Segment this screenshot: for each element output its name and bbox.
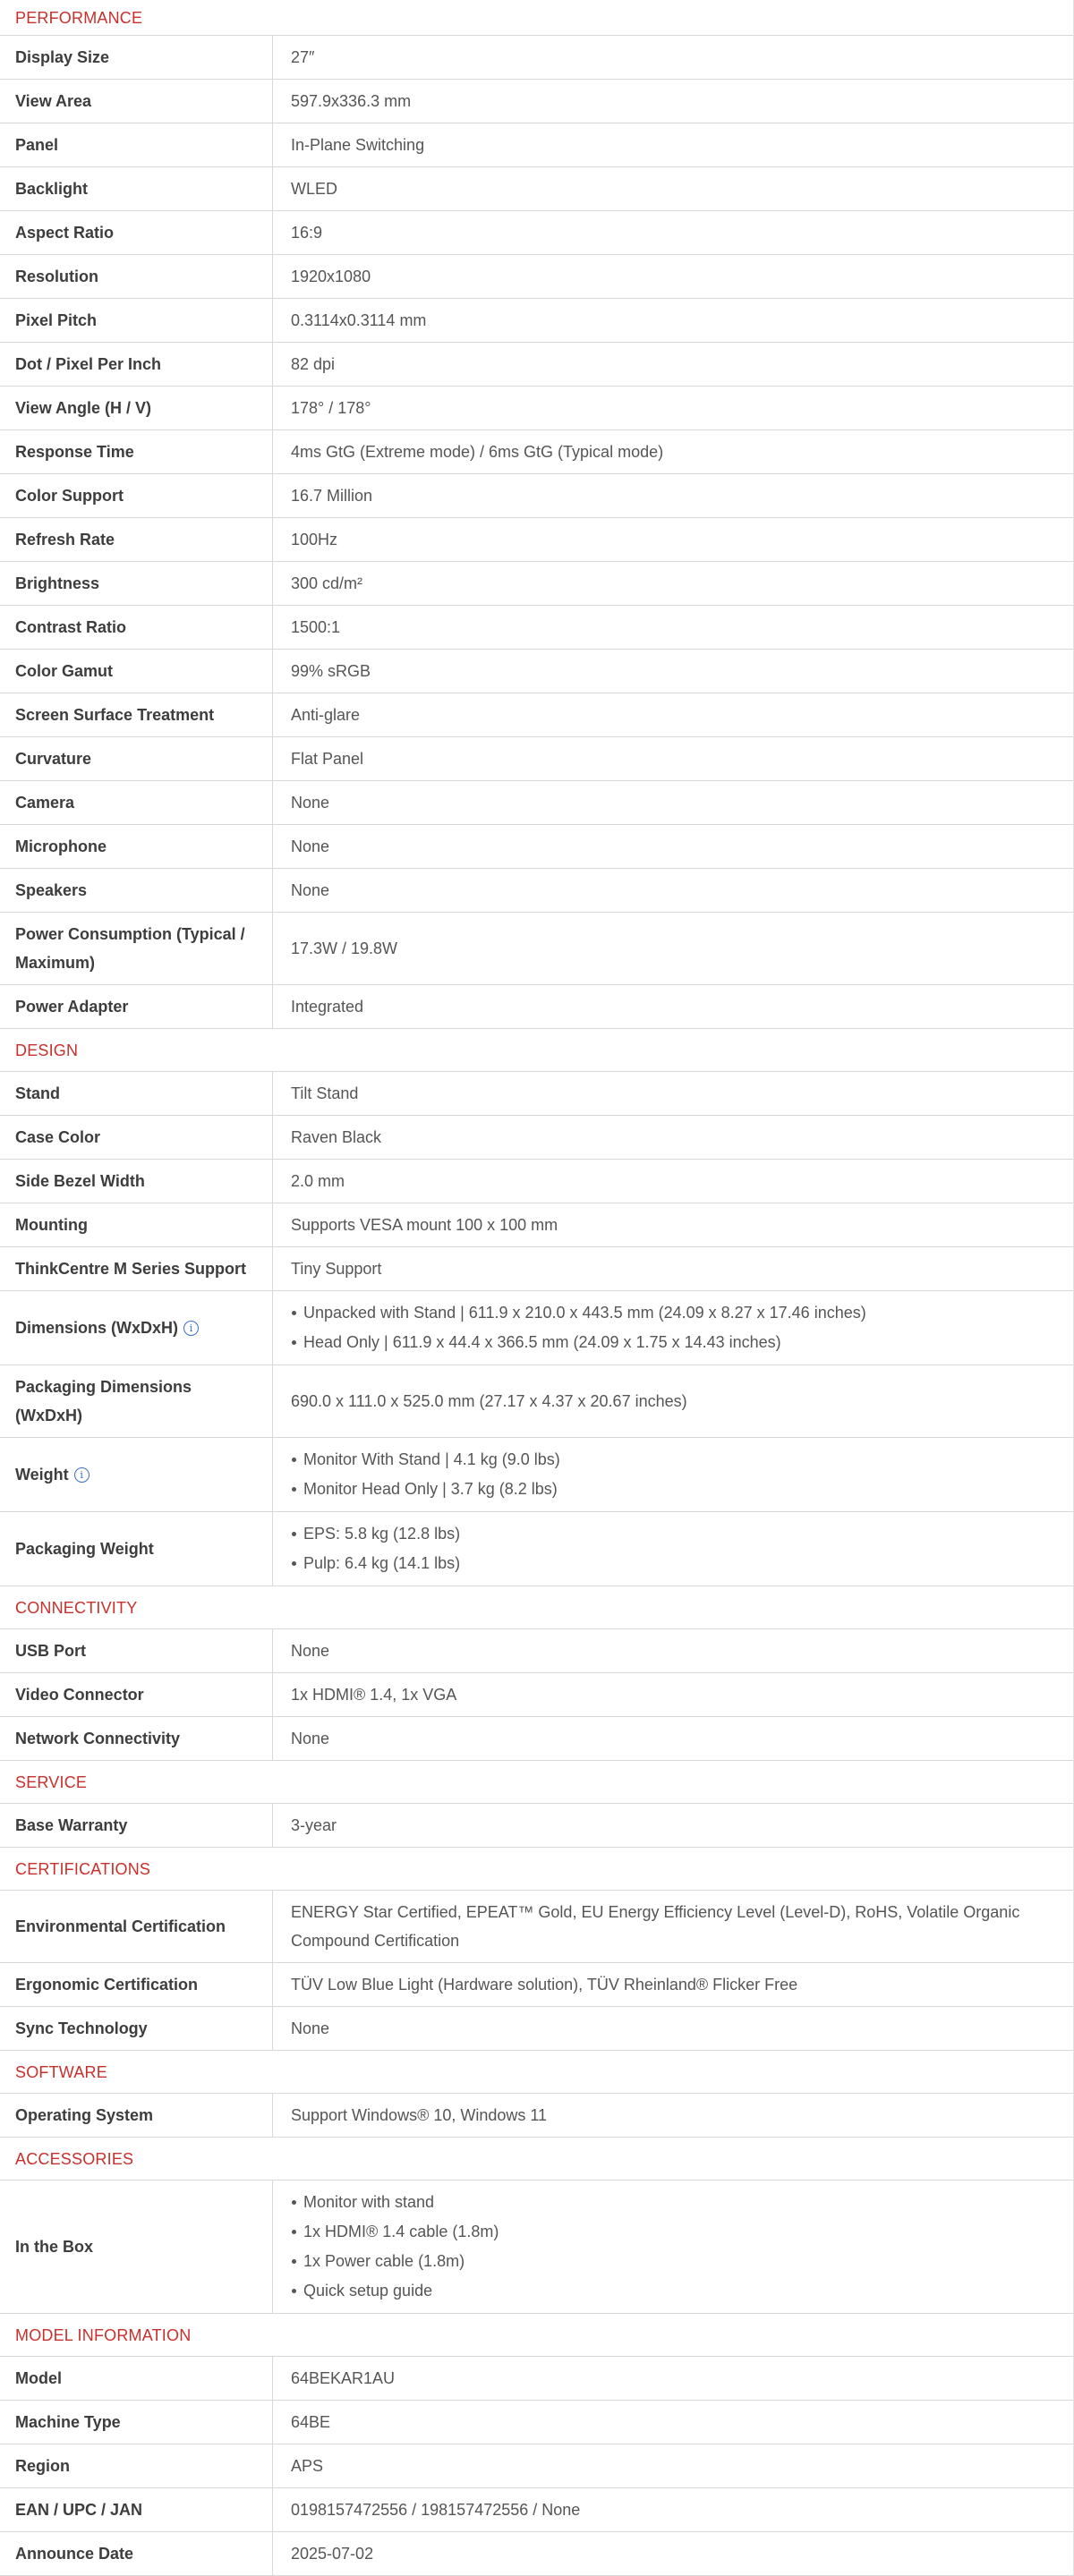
spec-value-text: 2.0 mm (291, 1172, 345, 1190)
spec-value (273, 518, 1073, 561)
spec-label (0, 299, 273, 342)
spec-label (0, 1072, 273, 1115)
section-header-certifications: CERTIFICATIONS (0, 1848, 1073, 1891)
spec-value-text: 3-year (291, 1816, 337, 1834)
spec-label-text: Refresh Rate (15, 531, 115, 548)
spec-value (273, 2094, 1073, 2137)
spec-label-text: Base Warranty (15, 1816, 128, 1834)
spec-value-list-item: 1x HDMI® 1.4 cable (1.8m) (303, 2217, 499, 2247)
spec-value (273, 2532, 1073, 2575)
spec-value-text: Supports VESA mount 100 x 100 mm (291, 1216, 558, 1234)
spec-row (0, 825, 1073, 869)
spec-row (0, 211, 1073, 255)
spec-label-text: Screen Surface Treatment (15, 706, 215, 724)
spec-value-text: Tiny Support (291, 1260, 382, 1278)
spec-label (0, 2488, 273, 2531)
spec-label-text: Color Support (15, 487, 124, 505)
spec-value-text: None (291, 1730, 330, 1747)
spec-label-text: In the Box (15, 2238, 94, 2256)
spec-label-text: Brightness (15, 574, 100, 592)
spec-value-list-item: Unpacked with Stand | 611.9 x 210.0 x 443.5 mm (24.09 x 8.27 x 17.46 inches) (303, 1298, 866, 1328)
section-header-design: DESIGN (0, 1029, 1073, 1072)
spec-row (0, 1512, 1073, 1586)
spec-value-text: 2025-07-02 (291, 2545, 374, 2563)
spec-row (0, 2181, 1073, 2314)
spec-value (273, 1804, 1073, 1847)
spec-label (0, 123, 273, 166)
spec-value-list (291, 2188, 499, 2306)
spec-value (273, 123, 1073, 166)
spec-label (0, 343, 273, 386)
section-header-model-information: MODEL INFORMATION (0, 2314, 1073, 2357)
spec-value-text: None (291, 881, 330, 899)
spec-label (0, 737, 273, 780)
spec-label-text: Dimensions (WxDxH) (15, 1319, 179, 1337)
spec-label (0, 913, 273, 984)
spec-value (273, 1717, 1073, 1760)
spec-label-text: Resolution (15, 268, 98, 285)
spec-value (273, 781, 1073, 824)
spec-value-text: Anti-glare (291, 706, 361, 724)
spec-label (0, 825, 273, 868)
spec-label (0, 650, 273, 693)
spec-value-text: 690.0 x 111.0 x 525.0 mm (27.17 x 4.37 x 20.67 inches) (291, 1392, 687, 1410)
spec-label (0, 387, 273, 429)
spec-row (0, 606, 1073, 650)
spec-row (0, 1804, 1073, 1848)
spec-label (0, 2357, 273, 2400)
spec-value-text: Raven Black (291, 1128, 382, 1146)
spec-value-text: None (291, 837, 330, 855)
spec-value-text: 4ms GtG (Extreme mode) / 6ms GtG (Typical mode) (291, 443, 664, 461)
spec-value (273, 2181, 1073, 2313)
spec-row (0, 1438, 1073, 1512)
spec-value-text: APS (291, 2457, 324, 2475)
spec-label (0, 518, 273, 561)
spec-row (0, 869, 1073, 913)
spec-value (273, 737, 1073, 780)
spec-value-text: Flat Panel (291, 750, 364, 768)
spec-value-text: Support Windows® 10, Windows 11 (291, 2106, 548, 2124)
spec-label-text: Case Color (15, 1128, 101, 1146)
spec-value (273, 1365, 1073, 1437)
spec-label (0, 167, 273, 210)
spec-value-text: 0.3114x0.3114 mm (291, 311, 427, 329)
spec-label (0, 1438, 273, 1511)
spec-value-text: 16.7 Million (291, 487, 373, 505)
spec-value-text: 64BE (291, 2413, 331, 2431)
spec-label (0, 1247, 273, 1290)
spec-label (0, 985, 273, 1028)
spec-label (0, 2532, 273, 2575)
spec-row (0, 80, 1073, 123)
spec-label (0, 1512, 273, 1586)
spec-label-text: EAN / UPC / JAN (15, 2501, 143, 2519)
spec-label-text: Backlight (15, 180, 89, 198)
spec-value-list (291, 1519, 460, 1578)
spec-row (0, 1160, 1073, 1203)
spec-value (273, 650, 1073, 693)
spec-label-text: Sync Technology (15, 2019, 148, 2037)
spec-value-text: Integrated (291, 998, 364, 1016)
info-icon[interactable]: i (183, 1321, 199, 1336)
spec-value (273, 1247, 1073, 1290)
spec-row (0, 343, 1073, 387)
spec-label (0, 562, 273, 605)
spec-label-text: Speakers (15, 881, 88, 899)
spec-row (0, 913, 1073, 985)
spec-value-list-item: Quick setup guide (303, 2276, 499, 2306)
spec-label-text: Camera (15, 794, 75, 812)
spec-value-list-item: Monitor Head Only | 3.7 kg (8.2 lbs) (303, 1475, 560, 1504)
spec-row (0, 650, 1073, 693)
spec-value-text: 64BEKAR1AU (291, 2369, 396, 2387)
spec-row (0, 562, 1073, 606)
spec-label-text: Weight (15, 1466, 69, 1484)
spec-row (0, 2094, 1073, 2138)
spec-value (273, 1291, 1073, 1365)
spec-label-text: Model (15, 2369, 62, 2387)
spec-row (0, 1072, 1073, 1116)
spec-row (0, 1673, 1073, 1717)
spec-label-text: Aspect Ratio (15, 224, 115, 242)
spec-row (0, 1203, 1073, 1247)
spec-label (0, 80, 273, 123)
spec-value (273, 606, 1073, 649)
spec-label-text: Contrast Ratio (15, 618, 127, 636)
spec-row (0, 2357, 1073, 2401)
spec-label (0, 2181, 273, 2313)
spec-row (0, 737, 1073, 781)
spec-label-text: Panel (15, 136, 59, 154)
spec-row (0, 2444, 1073, 2488)
spec-value-list-item: Monitor with stand (303, 2188, 499, 2217)
spec-value (273, 1629, 1073, 1672)
spec-row (0, 2007, 1073, 2051)
spec-row (0, 1717, 1073, 1761)
spec-value (273, 2488, 1073, 2531)
spec-label-text: View Angle (H / V) (15, 399, 152, 417)
spec-row (0, 1365, 1073, 1438)
spec-row (0, 1963, 1073, 2007)
spec-value-text: None (291, 2019, 330, 2037)
spec-row (0, 1247, 1073, 1291)
spec-label-text: Packaging Weight (15, 1540, 154, 1558)
spec-value (273, 387, 1073, 429)
spec-label-text: Announce Date (15, 2545, 134, 2563)
spec-value-text: 0198157472556 / 198157472556 / None (291, 2501, 581, 2519)
spec-value-list-item: Head Only | 611.9 x 44.4 x 366.5 mm (24.09 x 1.75 x 14.43 inches) (303, 1328, 866, 1357)
spec-label-text: Dot / Pixel Per Inch (15, 355, 162, 373)
spec-value (273, 474, 1073, 517)
spec-value-list (291, 1298, 866, 1357)
spec-label-text: Side Bezel Width (15, 1172, 145, 1190)
spec-row (0, 1291, 1073, 1365)
spec-value (273, 36, 1073, 79)
spec-value-text: 1x HDMI® 1.4, 1x VGA (291, 1686, 457, 1704)
spec-row (0, 474, 1073, 518)
spec-label-text: Display Size (15, 48, 110, 66)
spec-row (0, 518, 1073, 562)
spec-value (273, 2357, 1073, 2400)
spec-label-text: View Area (15, 92, 92, 110)
spec-label-text: Operating System (15, 2106, 154, 2124)
spec-label-text: Curvature (15, 750, 92, 768)
spec-row (0, 693, 1073, 737)
spec-value (273, 1891, 1073, 1962)
spec-label-text: Region (15, 2457, 70, 2475)
spec-value-list-item: EPS: 5.8 kg (12.8 lbs) (303, 1519, 460, 1549)
spec-value-text: 99% sRGB (291, 662, 371, 680)
spec-label (0, 693, 273, 736)
spec-row (0, 781, 1073, 825)
section-header-software: SOFTWARE (0, 2051, 1073, 2094)
spec-value-text: 100Hz (291, 531, 338, 548)
spec-label-text: Stand (15, 1084, 61, 1102)
spec-label (0, 1203, 273, 1246)
spec-label (0, 1629, 273, 1672)
spec-value (273, 80, 1073, 123)
spec-label-text: Color Gamut (15, 662, 114, 680)
spec-row (0, 2401, 1073, 2444)
spec-label (0, 36, 273, 79)
spec-value-text: 178° / 178° (291, 399, 371, 417)
spec-value-list (291, 1445, 560, 1504)
spec-value (273, 1512, 1073, 1586)
spec-label-text: Response Time (15, 443, 134, 461)
spec-value-text: TÜV Low Blue Light (Hardware solution), TÜV Rheinland® Flicker Free (291, 1976, 798, 1994)
spec-value-text: 1500:1 (291, 618, 341, 636)
spec-label-text: Power Consumption (Typical / Maximum) (15, 925, 245, 972)
spec-label (0, 1717, 273, 1760)
spec-value-text: None (291, 794, 330, 812)
spec-label (0, 1116, 273, 1159)
spec-label-text: Microphone (15, 837, 107, 855)
spec-row (0, 430, 1073, 474)
spec-value (273, 1116, 1073, 1159)
spec-value (273, 299, 1073, 342)
spec-value-text: 82 dpi (291, 355, 336, 373)
section-header-performance: PERFORMANCE (0, 0, 1073, 36)
spec-value (273, 343, 1073, 386)
spec-value-list-item: Monitor With Stand | 4.1 kg (9.0 lbs) (303, 1445, 560, 1475)
spec-label-text: Pixel Pitch (15, 311, 98, 329)
spec-value-text: 1920x1080 (291, 268, 371, 285)
spec-value-text: ENERGY Star Certified, EPEAT™ Gold, EU Energy Efficiency Level (Level-D), RoHS, Volatile Organic Compound Certification (291, 1903, 1020, 1950)
spec-value (273, 562, 1073, 605)
spec-value-text: 27″ (291, 48, 315, 66)
spec-label-text: USB Port (15, 1642, 87, 1660)
spec-value-text: WLED (291, 180, 338, 198)
spec-label (0, 255, 273, 298)
spec-value-text: None (291, 1642, 330, 1660)
spec-label (0, 1160, 273, 1203)
spec-label (0, 1291, 273, 1365)
info-icon[interactable]: i (74, 1467, 90, 1483)
spec-value (273, 1072, 1073, 1115)
spec-row (0, 1629, 1073, 1673)
spec-label (0, 2401, 273, 2444)
spec-value (273, 1963, 1073, 2006)
spec-value (273, 211, 1073, 254)
spec-value (273, 255, 1073, 298)
spec-value (273, 869, 1073, 912)
spec-label (0, 869, 273, 912)
spec-value-text: 597.9x336.3 mm (291, 92, 412, 110)
spec-value (273, 825, 1073, 868)
spec-value-text: Tilt Stand (291, 1084, 359, 1102)
spec-value (273, 2401, 1073, 2444)
spec-value-list-item: 1x Power cable (1.8m) (303, 2247, 499, 2276)
spec-row (0, 1116, 1073, 1160)
spec-value-text: 300 cd/m² (291, 574, 363, 592)
spec-value (273, 167, 1073, 210)
spec-value (273, 2007, 1073, 2050)
spec-label-text: Mounting (15, 1216, 88, 1234)
spec-label (0, 430, 273, 473)
spec-value-text: 17.3W / 19.8W (291, 939, 398, 957)
spec-label (0, 1891, 273, 1962)
spec-row (0, 2532, 1073, 2576)
spec-value (273, 913, 1073, 984)
section-header-service: SERVICE (0, 1761, 1073, 1804)
spec-label (0, 1804, 273, 1847)
spec-value (273, 2444, 1073, 2487)
spec-row (0, 1891, 1073, 1963)
spec-value (273, 1203, 1073, 1246)
spec-label (0, 1673, 273, 1716)
section-header-connectivity: CONNECTIVITY (0, 1586, 1073, 1629)
spec-label (0, 2094, 273, 2137)
spec-row (0, 255, 1073, 299)
section-header-accessories: ACCESSORIES (0, 2138, 1073, 2181)
spec-label-text: Network Connectivity (15, 1730, 181, 1747)
spec-value (273, 985, 1073, 1028)
spec-value-text: In-Plane Switching (291, 136, 425, 154)
spec-label-text: Machine Type (15, 2413, 121, 2431)
spec-label (0, 781, 273, 824)
spec-row (0, 985, 1073, 1029)
spec-label-text: Ergonomic Certification (15, 1976, 199, 1994)
spec-row (0, 387, 1073, 430)
spec-label (0, 211, 273, 254)
spec-row (0, 167, 1073, 211)
spec-row (0, 123, 1073, 167)
spec-value (273, 1673, 1073, 1716)
spec-row (0, 2488, 1073, 2532)
spec-label (0, 2007, 273, 2050)
spec-label-text: Video Connector (15, 1686, 144, 1704)
spec-value-text: 16:9 (291, 224, 323, 242)
spec-value (273, 1160, 1073, 1203)
spec-row (0, 299, 1073, 343)
spec-value-list-item: Pulp: 6.4 kg (14.1 lbs) (303, 1549, 460, 1578)
spec-label-text: ThinkCentre M Series Support (15, 1260, 247, 1278)
spec-label (0, 606, 273, 649)
spec-row (0, 36, 1073, 80)
spec-value (273, 1438, 1073, 1511)
spec-label-text: Environmental Certification (15, 1917, 226, 1935)
spec-label (0, 474, 273, 517)
spec-label (0, 1365, 273, 1437)
spec-label (0, 2444, 273, 2487)
spec-value (273, 430, 1073, 473)
spec-value (273, 693, 1073, 736)
spec-label (0, 1963, 273, 2006)
spec-label-text: Packaging Dimensions (WxDxH) (15, 1378, 192, 1424)
spec-label-text: Power Adapter (15, 998, 129, 1016)
